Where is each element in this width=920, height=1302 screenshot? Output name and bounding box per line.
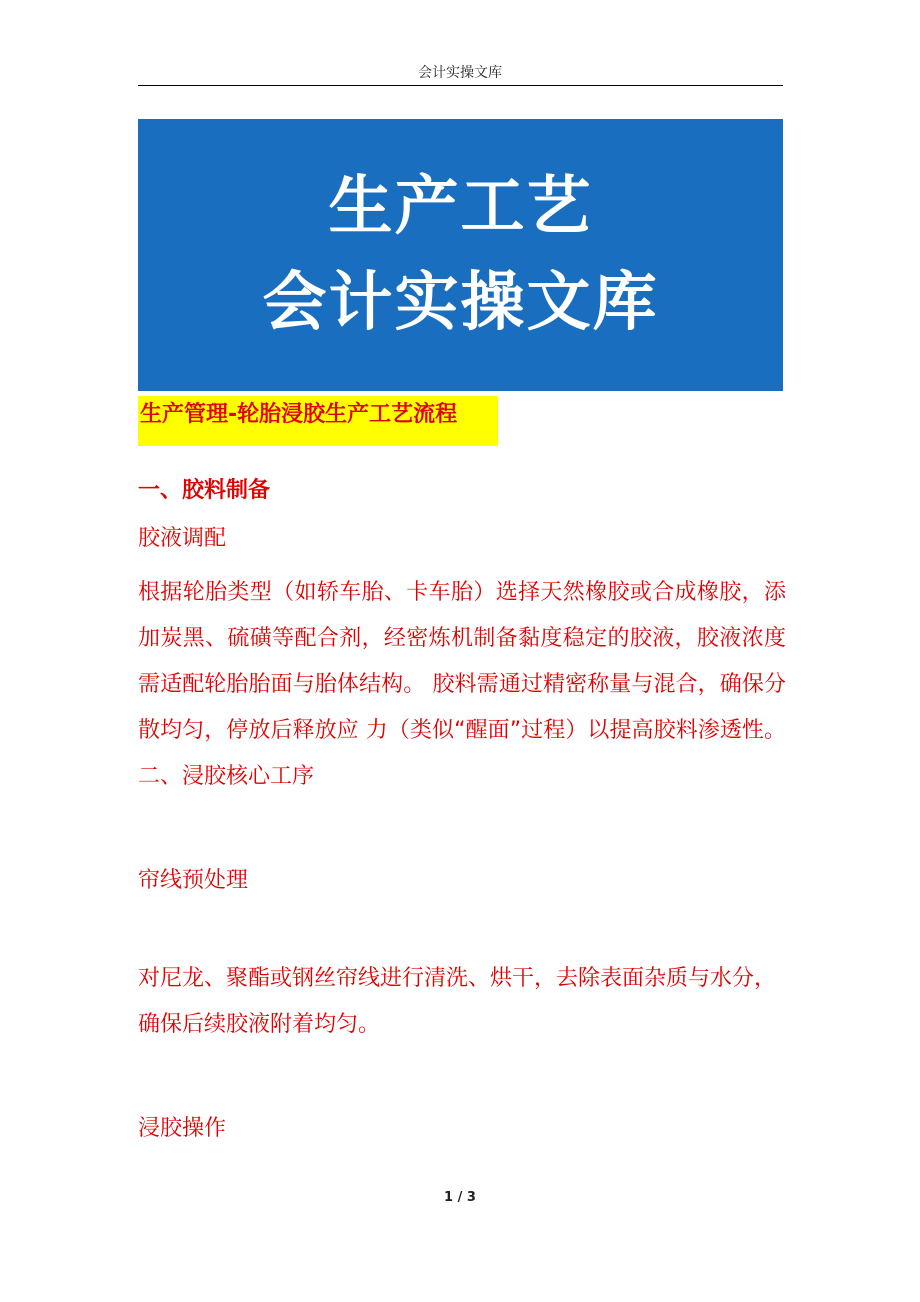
banner-title-line1: 生产工艺 xyxy=(328,170,593,244)
document-title: 生产管理-轮胎浸胶生产工艺流程 xyxy=(138,396,498,446)
paragraph-cord-pretreatment: 对尼龙、聚酯或钢丝帘线进行清洗、烘干，去除表面杂质与水分，确保后续胶液附着均匀。 xyxy=(138,966,777,1037)
header-divider xyxy=(138,85,783,86)
cover-banner xyxy=(138,119,783,391)
section-heading-1: 一、胶料制备 xyxy=(138,478,271,503)
subsection-heading-cord-pretreatment: 帘线预处理 xyxy=(138,868,249,893)
subsection-heading-glue-mixing: 胶液调配 xyxy=(138,526,227,551)
subsection-heading-dipping-operation: 浸胶操作 xyxy=(138,1116,227,1141)
banner-title-line2: 会计实操文库 xyxy=(262,266,659,340)
paragraph-glue-preparation: 根据轮胎类型（如轿车胎、卡车胎）选择天然橡胶或合成橡胶，添加炭黑、硫磺等配合剂，经密炼机制备黏度稳定的胶液，胶液浓度需适配轮胎胎面与胎体结构。 胶料需通过精密称量与混合，确保分散均匀，停放后释放应 力（类似“醒面”过程）以提高胶料渗透性。 二、浸胶核心工序 xyxy=(138,580,786,789)
page-number: 1 / 3 xyxy=(444,1190,476,1205)
page-header: 会计实操文库 xyxy=(418,65,502,81)
